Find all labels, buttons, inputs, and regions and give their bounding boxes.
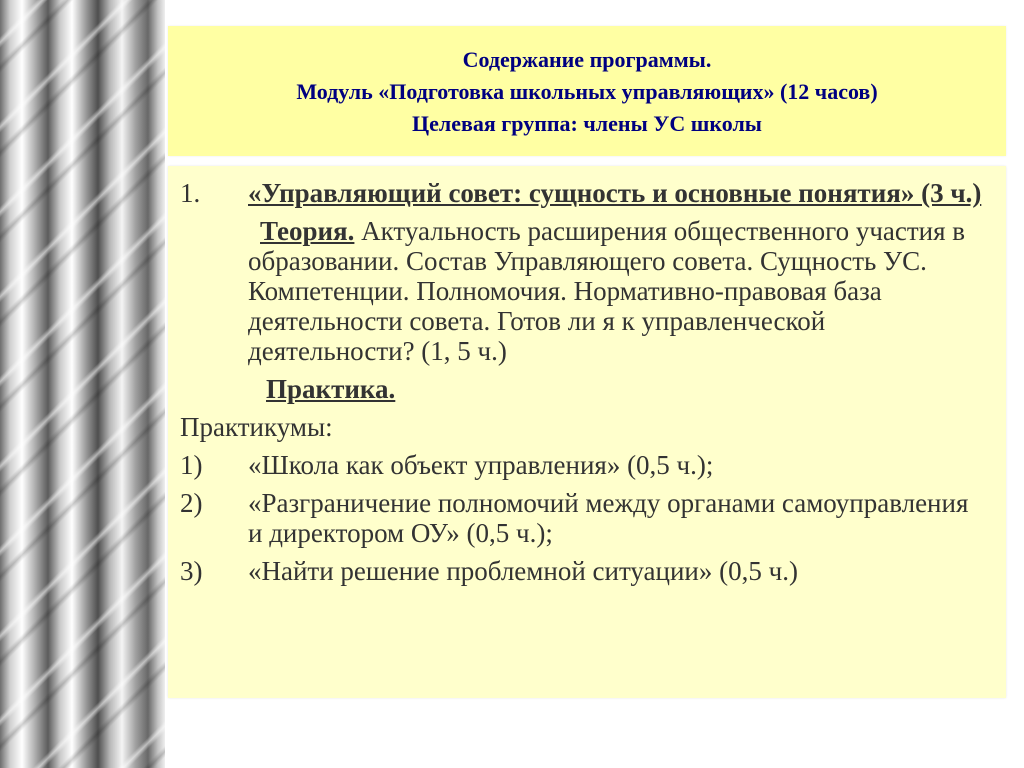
practicum-item bbox=[180, 556, 982, 586]
title-line-1: Содержание программы. bbox=[462, 47, 712, 72]
item-heading: «Управляющий совет: сущность и основные понятия» (3 ч.) bbox=[248, 178, 982, 208]
slide-content-box bbox=[168, 166, 1006, 698]
practicum-number: 2) bbox=[180, 488, 203, 518]
practicum-item bbox=[180, 450, 982, 480]
practice-label: Практика. bbox=[266, 374, 396, 404]
practicum-text: «Разграничение полномочий между органами самоуправления и директором ОУ» (0,5 ч.); bbox=[248, 488, 969, 548]
slide-title-box bbox=[168, 26, 1006, 156]
title-line-2: Модуль «Подготовка школьных управляющих» (12 часов) bbox=[296, 79, 878, 104]
practicums-label: Практикумы: bbox=[180, 412, 333, 442]
theory-text: Актуальность расширения общественного участия в образовании. Состав Управляющего совета. Сущность УС. Компетенции. Полномочия. Нормативно-правовая база деятельности совета. Готов ли я к управленческой деятельности? (1, 5 ч.) bbox=[248, 216, 966, 366]
item-number: 1. bbox=[180, 178, 201, 208]
practicum-item bbox=[180, 488, 982, 548]
practicum-number: 1) bbox=[180, 450, 203, 480]
practicum-text: «Найти решение проблемной ситуации» (0,5 ч.) bbox=[248, 556, 798, 586]
title-line-3: Целевая группа: члены УС школы bbox=[412, 111, 762, 136]
practicum-text: «Школа как объект управления» (0,5 ч.); bbox=[248, 450, 714, 480]
module-item bbox=[180, 178, 982, 404]
theory-label: Теория. bbox=[260, 216, 355, 246]
practicum-number: 3) bbox=[180, 556, 203, 586]
left-decorative-stripes bbox=[0, 0, 165, 768]
theory-paragraph bbox=[248, 216, 982, 366]
